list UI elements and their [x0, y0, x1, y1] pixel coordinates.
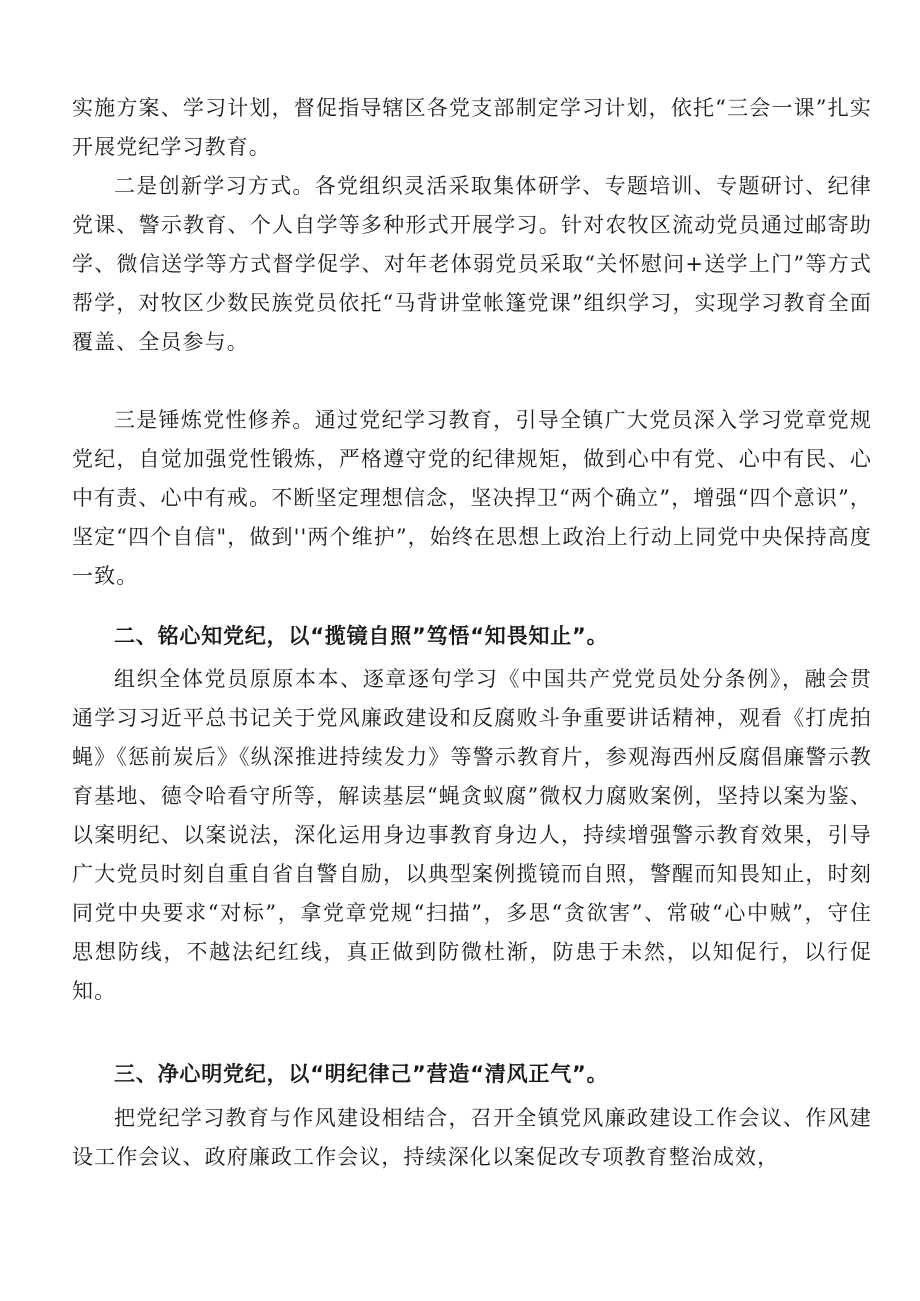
paragraph-warning-education: 组织全体党员原原本本、逐章逐句学习《中国共产党党员处分条例》，融会贯通学习习近平总书记关于党风廉政建设和反腐败斗争重要讲话精神，观看《打虎拍蝇》《惩前炭后》《纵深推进持续发力》等警示教育片，参观海西州反腐倡廉警示教育基地、德令哈看守所等，解读基层“蝇贪蚁腐”微权力腐败案例，坚持以案为鉴、以案明纪、以案说法，深化运用身边事教育身边人，持续增强警示教育效果，引导广大党员时刻自重自省自警自励，以典型案例揽镜而自照，警醒而知畏知止，时刻同党中央要求“对标”，拿党章党规“扫描”，多思“贪欲害”、常破“心中贼”，守住思想防线，不越法纪红线，真正做到防微杜渐，防患于未然，以知促行，以行促知。 — [72, 667, 872, 1003]
section-heading-3: 三、净心明党纪，以“明纪律己”营造“清风正气”。 — [114, 1062, 609, 1086]
paragraph-style-building: 把党纪学习教育与作风建设相结合，召开全镇党风廉政建设工作会议、作风建设工作会议、政府廉政工作会议，持续深化以案促改专项教育整治成效， — [72, 1106, 872, 1169]
paragraph-innovate-study-methods: 二是创新学习方式。各党组织灵活采取集体研学、专题培训、专题研讨、纪律党课、警示教育、个人自学等多种形式开展学习。针对农牧区流动党员通过邮寄助学、微信送学等方式督学促学、对年老体弱党员采取“关怀慰问+送学上门”等方式帮学，对牧区少数民族党员依托“马背讲堂帐篷党课”组织学习，实现学习教育全面覆盖、全员参与。 — [72, 174, 872, 354]
paragraph-party-spirit-cultivation: 三是锤炼党性修养。通过党纪学习教育，引导全镇广大党员深入学习党章党规党纪，自觉加强党性锻炼，严格遵守党的纪律规矩，做到心中有党、心中有民、心中有责、心中有戒。不断坚定理想信念，坚决捍卫“两个确立”，增强“四个意识”，坚定“四个自信"，做到''两个维护”，始终在思想上政治上行动上同党中央保持高度一致。 — [72, 408, 872, 588]
section-heading-2: 二、铭心知党纪，以“揽镜自照”笃悟“知畏知止”。 — [114, 624, 609, 648]
paragraph-continuation: 实施方案、学习计划，督促指导辖区各党支部制定学习计划，依托“三会一课”扎实开展党纪学习教育。 — [72, 96, 872, 159]
